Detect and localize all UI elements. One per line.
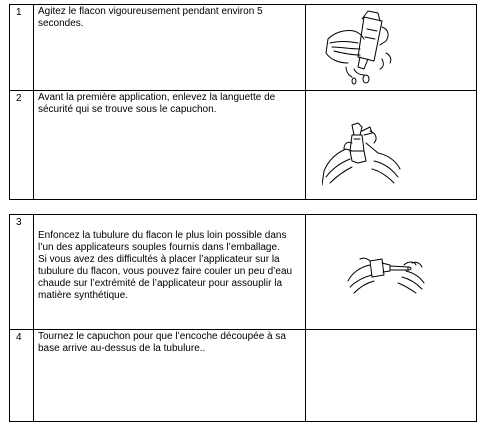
step-number: 2 [10, 91, 34, 200]
step-text-line: Si vous avez des difficultés à placer l’applicateur sur la tubulure du flacon, vous pouvez faire couler un peu d’eau chaude sur l’extrémité de l’applicateur pour assouplir la matière synthétique. [38, 254, 293, 301]
step-text: Avant la première application, enlevez la languette de sécurité qui se trouve sous le capuchon. [34, 91, 306, 200]
step-number: 1 [10, 5, 34, 91]
step-row-1 [10, 5, 477, 91]
step-text-line: Enfoncez la tubulure du flacon le plus loin possible dans l’un des applicateurs souples fournis dans l’emballage. [38, 230, 287, 253]
step-row-4 [10, 330, 477, 422]
step-illustration-cell [306, 330, 477, 422]
instructions-table-bottom [9, 214, 477, 422]
step-text: Tournez le capuchon pour que l’encoche découpée à sa base arrive au-dessus de la tubulure.. [34, 330, 306, 422]
step-text [34, 215, 306, 330]
hand-shaking-bottle-icon [324, 9, 404, 87]
step-number: 3 [10, 215, 34, 330]
step-number: 4 [10, 330, 34, 422]
step-illustration-cell [306, 215, 477, 330]
step-illustration-cell [306, 91, 477, 200]
step-row-3 [10, 215, 477, 330]
hands-removing-tab-icon [322, 121, 402, 189]
step-row-2 [10, 91, 477, 200]
hands-attaching-applicator-icon [346, 253, 426, 295]
step-text: Agitez le flacon vigoureusement pendant environ 5 secondes. [34, 5, 306, 91]
instructions-table-top [9, 4, 477, 200]
step-illustration-cell [306, 5, 477, 91]
